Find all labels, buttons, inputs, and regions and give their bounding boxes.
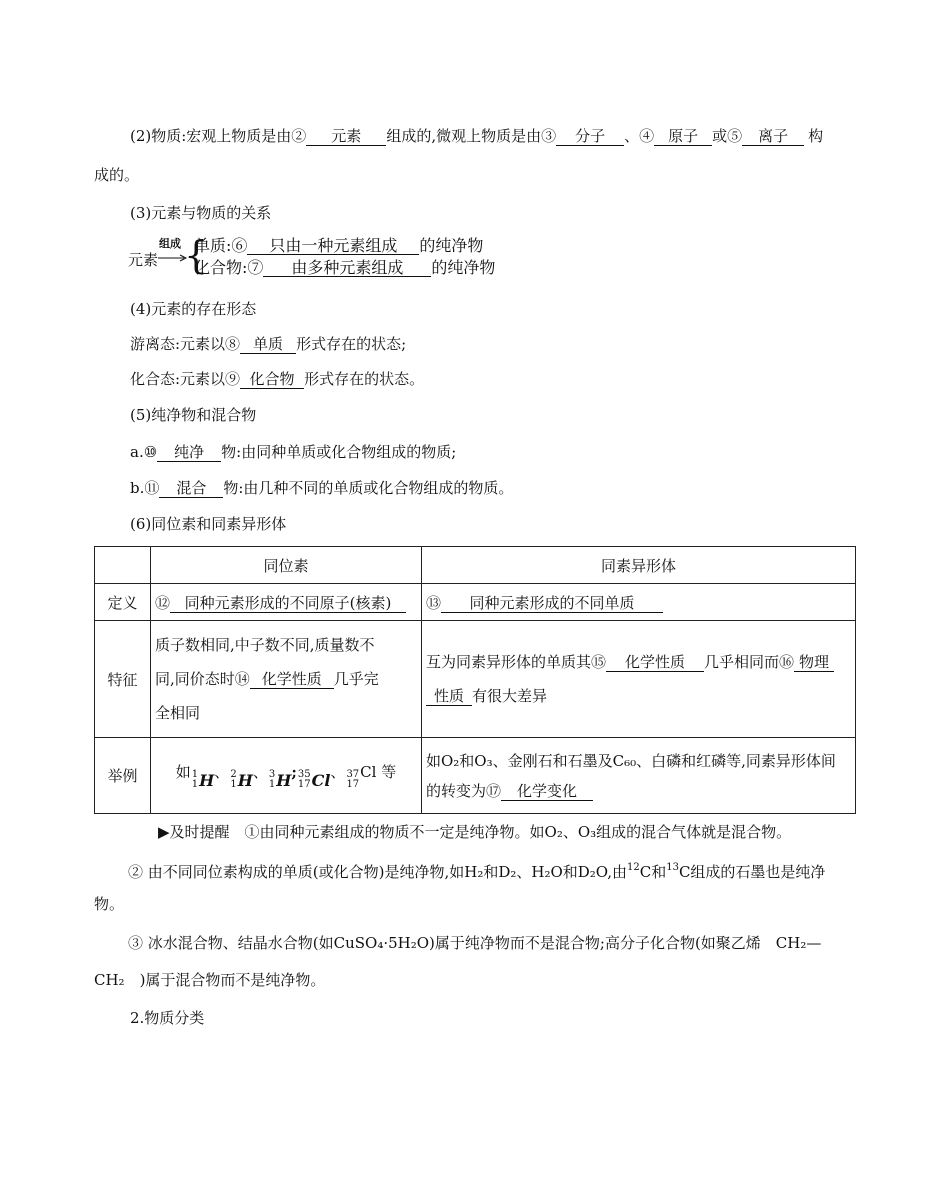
row-label-example: 举例 <box>95 738 151 814</box>
diagram-row-simple: 单质:⑥ 只由一种元素组成 的纯净物 <box>194 236 484 255</box>
element-diagram <box>128 233 548 280</box>
table-corner <box>95 547 151 584</box>
line-free-state: 游离态:元素以⑧ 单质 形式存在的状态; <box>130 335 407 353</box>
line-pure: a.⑩ 纯净 物:由同种单质或化合物组成的物质; <box>130 443 457 461</box>
header-allotrope: 同素异形体 <box>422 547 856 584</box>
cell-allotrope-feature: 互为同素异形体的单质其⑮ 化学性质 几乎相同而⑯ 物理 性质 有很大差异 <box>422 621 856 738</box>
blank-4: 原子 <box>654 128 712 146</box>
blank-3: 分子 <box>556 128 624 146</box>
blank-15: 化学性质 <box>606 654 704 672</box>
blank-17: 化学变化 <box>501 783 593 801</box>
heading-element-matter: (3)元素与物质的关系 <box>130 204 272 222</box>
table-row-definition <box>95 584 856 621</box>
nuclide-h3: 3 1 H <box>268 769 292 790</box>
tip-line-4: ③ 冰水混合物、结晶水合物(如CuSO₄·5H₂O)属于纯净物而不是混合物;高分子化合物(如聚乙烯 CH₂— <box>128 934 822 952</box>
blank-16: 物理 <box>794 654 834 672</box>
table-header-row <box>95 547 856 584</box>
blank-13: 同种元素形成的不同单质 <box>441 595 663 613</box>
blank-2: 元素 <box>306 128 386 146</box>
blank-9: 化合物 <box>240 371 304 389</box>
blank-7: 由多种元素组成 <box>263 259 431 277</box>
line-combined-state: 化合态:元素以⑨ 化合物 形式存在的状态。 <box>130 370 425 388</box>
nuclide-cl37: 37 17 <box>346 769 360 790</box>
isotope-table <box>94 546 856 814</box>
line-mixture: b.⑪ 混合 物:由几种不同的单质或化合物组成的物质。 <box>130 479 514 497</box>
cell-allotrope-example: 如O₂和O₃、金刚石和石墨及C₆₀、白磷和红磷等,同素异形体间 的转变为⑰ 化学变化 <box>422 738 856 814</box>
row-label-feature: 特征 <box>95 621 151 738</box>
row-label-definition: 定义 <box>95 584 151 621</box>
blank-14: 化学性质 <box>250 671 334 689</box>
brace-icon: { <box>184 233 209 277</box>
blank-11: 混合 <box>159 480 223 498</box>
blank-16-cont: 性质 <box>426 688 472 706</box>
blank-5: 离子 <box>742 128 804 146</box>
tip-line-1: ▶及时提醒 ①由同种元素组成的物质不一定是纯净物。如O₂、O₃组成的混合气体就是混合物。 <box>158 823 792 841</box>
nuclide-h2: 2 1 H <box>230 769 253 790</box>
blank-12: 同种元素形成的不同原子(核素) <box>170 595 406 613</box>
blank-10: 纯净 <box>157 444 221 462</box>
section-heading-classification: 2.物质分类 <box>130 1009 205 1027</box>
cell-isotope-feature: 质子数相同,中子数不同,质量数不 同,同价态时⑭ 化学性质 几乎完 全相同 <box>151 621 422 738</box>
table-row-feature <box>95 621 856 738</box>
heading-existence: (4)元素的存在形态 <box>130 300 257 318</box>
cell-isotope-definition: ⑫ 同种元素形成的不同原子(核素) <box>151 584 422 621</box>
blank-8: 单质 <box>240 336 296 354</box>
paragraph-matter: (2)物质:宏观上物质是由② 元素 组成的,微观上物质是由③ 分子 、④ 原子 或⑤ 离子 构 <box>130 127 824 145</box>
cell-isotope-example: 如 1 1 H、 2 1 H、 3 1 H; 35 17 Cl、 37 17 Cl 等 <box>151 738 422 814</box>
nuclide-cl35: 35 17 Cl <box>297 769 331 790</box>
heading-isotope: (6)同位素和同素异形体 <box>130 515 287 533</box>
tip-line-5: CH₂ )属于混合物而不是纯净物。 <box>94 971 326 989</box>
heading-pure-mixture: (5)纯净物和混合物 <box>130 406 257 424</box>
table-row-example <box>95 738 856 814</box>
header-isotope: 同位素 <box>151 547 422 584</box>
diagram-arrow-label: 组成 <box>159 237 181 250</box>
blank-6: 只由一种元素组成 <box>247 237 419 255</box>
cell-allotrope-definition: ⑬ 同种元素形成的不同单质 <box>422 584 856 621</box>
paragraph-matter-cont: 成的。 <box>94 166 140 184</box>
diagram-row-compound: 化合物:⑦ 由多种元素组成 的纯净物 <box>194 258 496 277</box>
tip-line-3: 物。 <box>94 895 125 913</box>
nuclide-h1: 1 1 H <box>191 769 215 790</box>
tip-line-2: ② 由不同同位素构成的单质(或化合物)是纯净物,如H₂和D₂、H₂O和D₂O,由$^{12}$C和$^{13}$C组成的石墨也是纯净 <box>128 862 826 881</box>
diagram-root: 元素 <box>128 251 159 269</box>
